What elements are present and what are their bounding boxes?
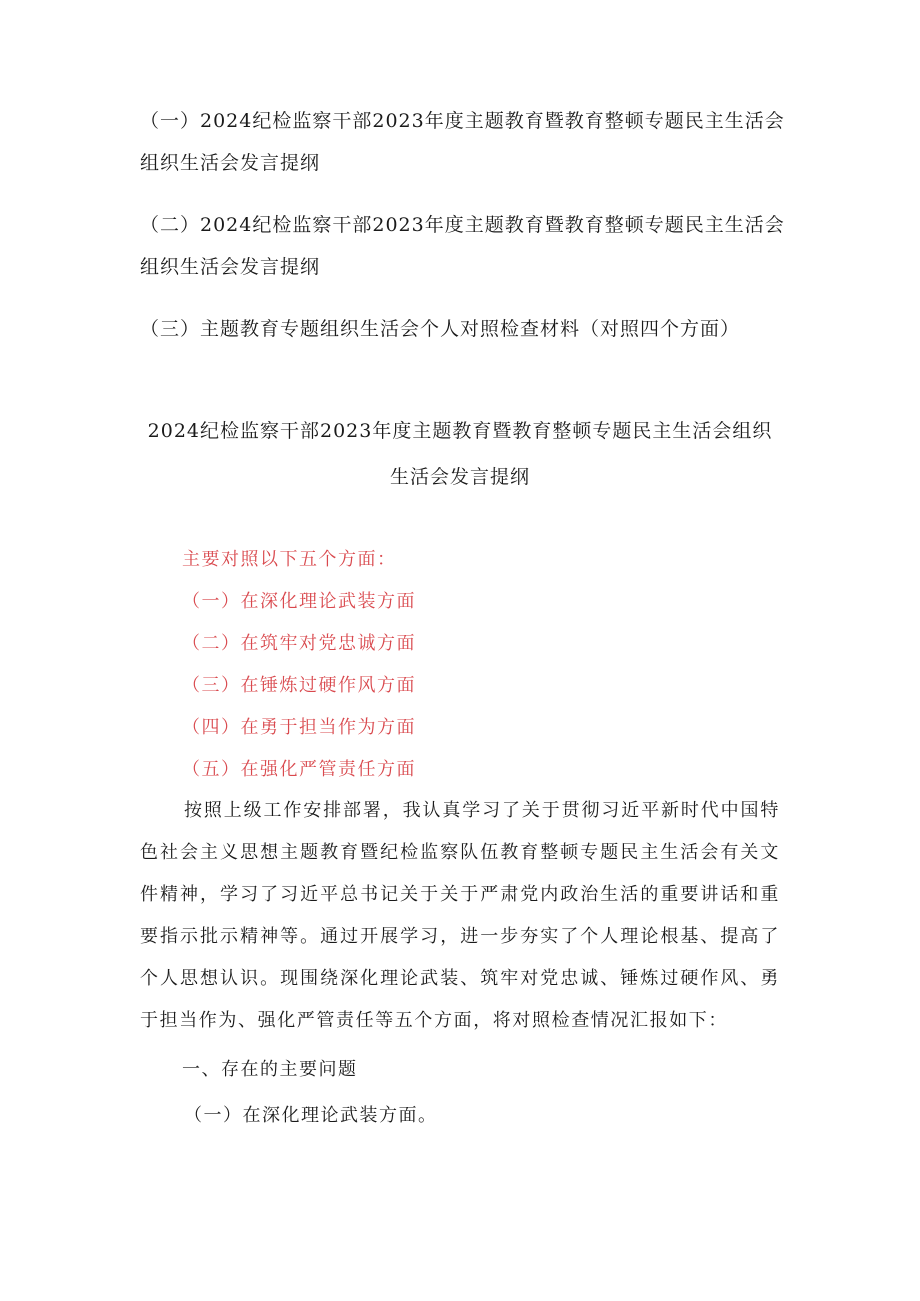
focus-item-5: （五）在强化严管责任方面	[182, 759, 416, 780]
focus-item-1: （一）在深化理论武装方面	[182, 591, 416, 612]
subsection-heading: （一）在深化理论武装方面。	[184, 1105, 438, 1126]
focus-item-3: （三）在锤炼过硬作风方面	[182, 675, 416, 696]
focus-item-2: （二）在筑牢对党忠诚方面	[182, 633, 416, 654]
section-heading: 一、存在的主要问题	[182, 1059, 358, 1080]
document-title: 2024纪检监察干部2023年度主题教育暨教育整顿专题民主生活会组织生活会发言提纲	[147, 420, 773, 488]
body-paragraph: 按照上级工作安排部署，我认真学习了关于贯彻习近平新时代中国特色社会主义思想主题教育暨纪检监察队伍教育整顿专题民主生活会有关文件精神，学习了习近平总书记关于关于严肃党内政治生活的重要讲话和重要指示批示精神等。通过开展学习，进一步夯实了个人理论根基、提高了个人思想认识。现围绕深化理论武装、筑牢对党忠诚、锤炼过硬作风、勇于担当作为、强化严管责任等五个方面，将对照检查情况汇报如下：	[140, 800, 780, 1031]
focus-item-4: （四）在勇于担当作为方面	[182, 717, 416, 738]
toc-item-1[interactable]: （一）2024纪检监察干部2023年度主题教育暨教育整顿专题民主生活会组织生活会发言提纲	[140, 110, 785, 174]
toc-item-3[interactable]: （三）主题教育专题组织生活会个人对照检查材料（对照四个方面）	[140, 318, 741, 340]
focus-intro: 主要对照以下五个方面：	[182, 549, 397, 570]
toc-item-2[interactable]: （二）2024纪检监察干部2023年度主题教育暨教育整顿专题民主生活会组织生活会发言提纲	[140, 214, 785, 278]
